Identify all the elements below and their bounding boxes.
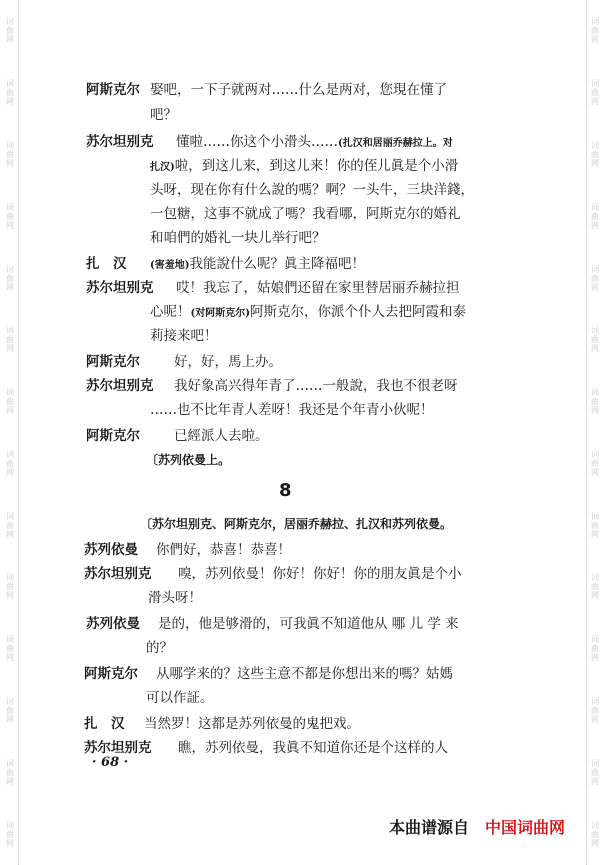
watermark-text: 词曲网 — [590, 449, 600, 477]
speaker-name: 阿斯克尔 — [86, 428, 140, 444]
watermark-text: 词曲网 — [590, 696, 600, 724]
watermark-text: 词曲网 — [590, 388, 600, 416]
watermark-text: 词曲网 — [590, 264, 600, 292]
line-text-segment: ……也不比年青人差呀！我还是个年青小伙呢！ — [150, 402, 434, 418]
line-text — [150, 156, 458, 178]
line-text — [150, 180, 474, 200]
line-text — [174, 352, 282, 372]
speaker-name: 苏列依曼 — [84, 542, 138, 558]
line-text — [156, 664, 453, 684]
watermark-text: 词曲网 — [5, 449, 15, 477]
inline-stage-note: (害羞地) — [150, 260, 190, 271]
line-text — [178, 564, 462, 584]
dialogue-line — [86, 688, 506, 708]
speaker-name: 苏尔坦别克 — [86, 280, 154, 296]
right-watermark-strip — [586, 0, 603, 865]
dialogue-line — [86, 278, 506, 298]
watermark-text: 词曲网 — [590, 758, 600, 786]
line-text — [150, 254, 365, 276]
inline-stage-note: (对阿斯克尔) — [190, 308, 250, 319]
line-text-segment: 头呀，现在你有什么說的嗎？啊？一头牛，三块洋錢， — [150, 182, 474, 198]
dialogue-line — [86, 326, 506, 346]
dialogue-line — [86, 738, 506, 758]
line-text-segment: 娶吧，一下子就两对……什么是两对，您現在懂了 — [150, 82, 447, 98]
dialogue-line — [86, 302, 506, 322]
watermark-text: 词曲网 — [590, 140, 600, 168]
speaker-name: 阿斯克尔 — [86, 82, 140, 98]
source-footer — [389, 815, 565, 838]
watermark-text: 词曲网 — [5, 140, 15, 168]
stage-direction — [86, 450, 506, 470]
dialogue-line — [86, 156, 506, 176]
line-text — [144, 714, 360, 734]
line-text — [174, 376, 458, 396]
footer-site-name: 中国词曲网 — [484, 818, 565, 837]
inline-stage-note: 扎汉) — [150, 162, 175, 173]
line-text — [176, 132, 453, 154]
watermark-text: 词曲网 — [5, 388, 15, 416]
line-text-segment: 一包糖，这事不就成了嗎？我看哪，阿斯克尔的婚礼 — [150, 206, 461, 222]
dialogue-line — [86, 132, 506, 152]
watermark-text: 词曲网 — [590, 202, 600, 230]
line-text-segment: 你們好，恭喜！恭喜！ — [156, 542, 291, 558]
line-text-segment: 滑头呀！ — [148, 590, 202, 606]
watermark-text: 词曲网 — [5, 264, 15, 292]
watermark-text: 词曲网 — [5, 202, 15, 230]
watermark-text: 词曲网 — [5, 326, 15, 354]
dialogue-line — [86, 228, 506, 248]
line-text-segment: 已經派人去啦。 — [174, 428, 269, 444]
dialogue-line — [86, 714, 506, 734]
scene-number: 8 — [279, 480, 292, 501]
footer-source-text: 本曲谱源自 — [388, 818, 469, 837]
speaker-name: 阿斯克尔 — [86, 354, 140, 370]
line-text-segment: 当然罗！这都是苏列依曼的鬼把戏。 — [144, 716, 360, 732]
line-text — [150, 204, 461, 224]
watermark-text: 词曲网 — [5, 17, 15, 45]
dialogue-line — [86, 638, 506, 658]
line-text-segment: 啦，到这儿来，到这儿来！你的侄儿眞是个小滑 — [174, 158, 459, 174]
dialogue-line — [86, 540, 506, 560]
line-text-segment: 我能說什么呢？眞主降福吧！ — [189, 256, 365, 272]
line-text-segment: 懂啦……你这个小滑头…… — [176, 134, 338, 150]
line-text-segment: 和咱們的婚礼一块儿举行吧？ — [150, 230, 326, 246]
speaker-name: 扎 汉 — [86, 256, 127, 272]
speaker-name: 扎 汉 — [84, 716, 125, 732]
line-text-segment: 〔苏列依曼上。 — [146, 453, 231, 467]
line-text — [178, 738, 448, 758]
line-text-segment: 可以作証。 — [146, 690, 214, 706]
speaker-name: 苏列依曼 — [86, 616, 140, 632]
line-text-segment: 我好象高兴得年青了……一般說，我也不很老呀 — [174, 378, 458, 394]
dialogue-line — [86, 80, 506, 100]
line-text — [146, 450, 230, 470]
speaker-name: 苏尔坦别克 — [84, 740, 152, 756]
watermark-text: 词曲网 — [590, 820, 600, 848]
speaker-name: 苏尔坦别克 — [84, 566, 152, 582]
watermark-text: 词曲网 — [590, 17, 600, 45]
inline-stage-note: (扎汉和居丽乔赫拉上。对 — [338, 138, 453, 149]
watermark-text: 词曲网 — [5, 696, 15, 724]
dialogue-line — [86, 426, 506, 446]
watermark-text: 词曲网 — [590, 326, 600, 354]
watermark-text: 词曲网 — [5, 573, 15, 601]
speaker-name: 苏尔坦别克 — [86, 378, 154, 394]
dialogue-line — [86, 254, 506, 274]
dialogue-line — [86, 376, 506, 396]
line-text — [150, 105, 177, 125]
dialogue-line — [86, 204, 506, 224]
line-text-segment: 阿斯克尔，你派个仆人去把阿霞和泰 — [249, 304, 466, 320]
line-text-segment: 吧？ — [150, 107, 177, 123]
dialogue-line — [86, 614, 506, 634]
dialogue-line — [86, 664, 506, 684]
line-text-segment: 瞧，苏列依曼，我眞不知道你还是个这样的人 — [178, 740, 448, 756]
dialogue-line — [86, 400, 506, 420]
line-text-segment: 心呢！ — [150, 304, 191, 320]
line-text — [176, 278, 460, 298]
line-text-segment: 嗅，苏列依曼！你好！你好！你的朋友眞是个小 — [178, 566, 462, 582]
line-text — [140, 514, 452, 534]
watermark-text: 词曲网 — [590, 573, 600, 601]
line-text — [150, 400, 434, 420]
line-text — [174, 426, 269, 446]
speaker-name: 阿斯克尔 — [84, 666, 138, 682]
line-text — [150, 302, 466, 324]
stage-direction — [86, 514, 506, 534]
watermark-text: 词曲网 — [5, 758, 15, 786]
watermark-text: 词曲网 — [590, 635, 600, 663]
dialogue-line — [86, 352, 506, 372]
line-text — [150, 80, 447, 100]
line-text — [146, 688, 214, 708]
watermark-text: 词曲网 — [590, 511, 600, 539]
line-text-segment: 〔苏尔坦别克、阿斯克尔，居丽乔赫拉、扎汉和苏列依曼。 — [140, 517, 453, 531]
line-text — [150, 326, 218, 346]
line-text — [146, 638, 173, 658]
line-text — [150, 228, 326, 248]
line-text-segment: 的？ — [146, 640, 173, 656]
dialogue-line — [86, 105, 506, 125]
watermark-text: 词曲网 — [5, 635, 15, 663]
line-text-segment: 莉接来吧！ — [150, 328, 218, 344]
line-text — [156, 540, 291, 560]
dialogue-line — [86, 588, 506, 608]
watermark-text: 词曲网 — [5, 820, 15, 848]
line-text-segment: 从哪学来的？这些主意不都是你想出来的嗎？姑媽 — [156, 666, 453, 682]
dialogue-line — [86, 180, 506, 200]
dialogue-line — [86, 564, 506, 584]
line-text-segment: 好，好，馬上办。 — [174, 354, 282, 370]
watermark-text: 词曲网 — [5, 79, 15, 107]
line-text — [148, 588, 202, 608]
page-number: · 68 · — [92, 755, 129, 770]
left-watermark-strip — [2, 0, 19, 865]
line-text-segment: 是的，他是够滑的，可我眞不知道他从 哪 儿 学 来 — [158, 616, 459, 632]
speaker-name: 苏尔坦别克 — [86, 134, 154, 150]
watermark-text: 词曲网 — [590, 79, 600, 107]
watermark-text: 词曲网 — [5, 511, 15, 539]
line-text-segment: 哎！我忘了，姑娘們还留在家里替居丽乔赫拉担 — [176, 280, 460, 296]
line-text — [158, 614, 459, 634]
